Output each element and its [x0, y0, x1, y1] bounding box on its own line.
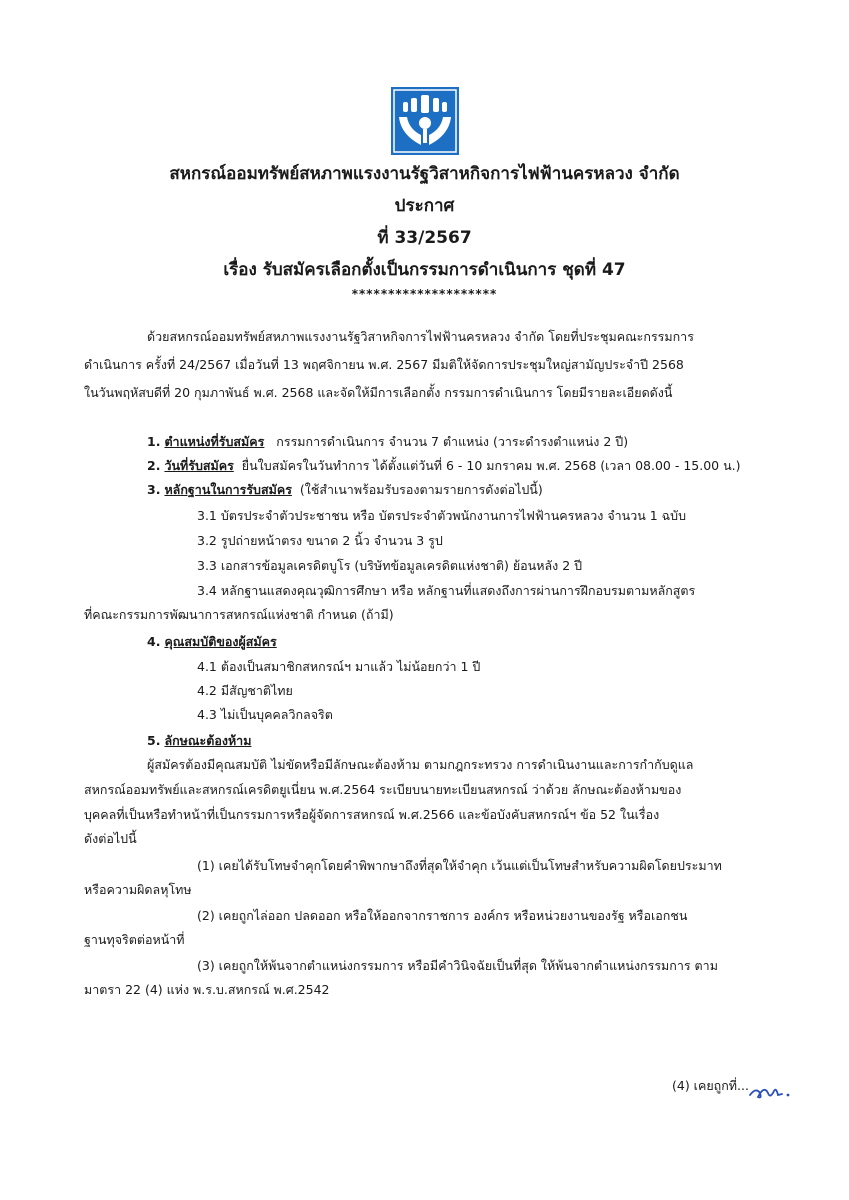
- section-5-item-1-line-2: หรือความผิดลหุโทษ: [84, 882, 192, 897]
- section-5-number: 5.: [147, 733, 161, 748]
- section-3-item-1: 3.1 บัตรประจำตัวประชาชน หรือ บัตรประจำตัวพนักงานการไฟฟ้านครหลวง จำนวน 1 ฉบับ: [197, 508, 687, 523]
- signature-icon: [748, 1081, 794, 1103]
- section-2-title: วันที่รับสมัคร: [164, 458, 234, 473]
- section-3-item-4-line-2: ที่คณะกรรมการพัฒนาการสหกรณ์แห่งชาติ กำหนด (ถ้ามี): [84, 607, 394, 622]
- intro-line-3: ในวันพฤหัสบดีที่ 20 กุมภาพันธ์ พ.ศ. 2568 และจัดให้มีการเลือกตั้ง กรรมการดำเนินการ โดยมีรายละเอียดดังนี้: [84, 385, 673, 400]
- section-5-para-line-1: ผู้สมัครต้องมีคุณสมบัติ ไม่ขัดหรือมีลักษณะต้องห้าม ตามกฎกระทรวง การดำเนินงานและการกำกับดูแล: [147, 757, 694, 772]
- section-5-item-1-line-1: (1) เคยได้รับโทษจำคุกโดยคำพิพากษาถึงที่สุดให้จำคุก เว้นแต่เป็นโทษสำหรับความผิดโดยประมาท: [197, 858, 722, 873]
- cooperative-logo-icon: [391, 87, 459, 155]
- section-5-title: ลักษณะต้องห้าม: [164, 733, 252, 748]
- continued-on-next-page: (4) เคยถูกที่...: [672, 1078, 749, 1093]
- section-3-item-4-line-1: 3.4 หลักฐานแสดงคุณวุฒิการศึกษา หรือ หลักฐานที่แสดงถึงการผ่านการฝึกอบรมตามหลักสูตร: [197, 583, 696, 598]
- separator-stars: ********************: [351, 287, 498, 301]
- intro-line-2: ดำเนินการ ครั้งที่ 24/2567 เมื่อวันที่ 13 พฤศจิกายน พ.ศ. 2567 มีมติให้จัดการประชุมใหญ่สามัญประจำปี 2568: [84, 357, 684, 372]
- section-5: [147, 731, 251, 751]
- intro-line-1: ด้วยสหกรณ์ออมทรัพย์สหภาพแรงงานรัฐวิสาหกิจการไฟฟ้านครหลวง จำกัด โดยที่ประชุมคณะกรรมการ: [147, 329, 694, 344]
- section-4: [147, 632, 277, 652]
- section-1-title: ตำแหน่งที่รับสมัคร: [164, 434, 265, 449]
- section-2: [147, 456, 740, 476]
- section-1-text: กรรมการดำเนินการ จำนวน 7 ตำแหน่ง (วาระดำรงตำแหน่ง 2 ปี): [276, 434, 629, 449]
- section-1: [147, 432, 628, 452]
- section-3-item-3: 3.3 เอกสารข้อมูลเครดิตบูโร (บริษัทข้อมูลเครดิตแห่งชาติ) ย้อนหลัง 2 ปี: [197, 558, 583, 573]
- section-5-para-line-3: บุคคลที่เป็นหรือทำหน้าที่เป็นกรรมการหรือผู้จัดการสหกรณ์ พ.ศ.2566 และข้อบังคับสหกรณ์ฯ ข้อ 52 ในเรื่อง: [84, 807, 660, 822]
- section-4-item-1: 4.1 ต้องเป็นสมาชิกสหกรณ์ฯ มาแล้ว ไม่น้อยกว่า 1 ปี: [197, 659, 481, 674]
- section-5-item-3-line-2: มาตรา 22 (4) แห่ง พ.ร.บ.สหกรณ์ พ.ศ.2542: [84, 982, 330, 997]
- section-5-item-2-line-1: (2) เคยถูกไล่ออก ปลดออก หรือให้ออกจากราชการ องค์กร หรือหน่วยงานของรัฐ หรือเอกชน: [197, 908, 688, 923]
- section-4-number: 4.: [147, 634, 161, 649]
- section-5-para-line-4: ดังต่อไปนี้: [84, 831, 137, 846]
- section-3-title: หลักฐานในการรับสมัคร: [164, 482, 292, 497]
- section-5-item-3-line-1: (3) เคยถูกให้พ้นจากตำแหน่งกรรมการ หรือมีคำวินิจฉัยเป็นที่สุด ให้พ้นจากตำแหน่งกรรมการ ตาม: [197, 958, 718, 973]
- section-4-item-3: 4.3 ไม่เป็นบุคคลวิกลจริต: [197, 707, 333, 722]
- section-5-item-2-line-2: ฐานทุจริตต่อหน้าที่: [84, 932, 185, 947]
- document-subject: เรื่อง รับสมัครเลือกตั้งเป็นกรรมการดำเนินการ ชุดที่ 47: [223, 260, 626, 280]
- section-1-number: 1.: [147, 434, 161, 449]
- section-2-text: ยื่นใบสมัครในวันทำการ ได้ตั้งแต่วันที่ 6 - 10 มกราคม พ.ศ. 2568 (เวลา 08.00 - 15.00 น.): [241, 458, 741, 473]
- section-3-text: (ใช้สำเนาพร้อมรับรองตามรายการดังต่อไปนี้): [299, 482, 543, 497]
- document-number: ที่ 33/2567: [377, 228, 472, 248]
- section-2-number: 2.: [147, 458, 161, 473]
- section-5-para-line-2: สหกรณ์ออมทรัพย์และสหกรณ์เครดิตยูเนี่ยน พ.ศ.2564 ระเบียบนายทะเบียนสหกรณ์ ว่าด้วย ลักษณะต้องห้ามของ: [84, 782, 682, 797]
- section-4-item-2: 4.2 มีสัญชาติไทย: [197, 683, 293, 698]
- document-type: ประกาศ: [394, 196, 455, 216]
- section-3-item-2: 3.2 รูปถ่ายหน้าตรง ขนาด 2 นิ้ว จำนวน 3 รูป: [197, 533, 443, 548]
- organization-name: สหกรณ์ออมทรัพย์สหภาพแรงงานรัฐวิสาหกิจการไฟฟ้านครหลวง จำกัด: [169, 164, 680, 184]
- section-3: [147, 480, 543, 500]
- section-3-number: 3.: [147, 482, 161, 497]
- section-4-title: คุณสมบัติของผู้สมัคร: [164, 634, 277, 649]
